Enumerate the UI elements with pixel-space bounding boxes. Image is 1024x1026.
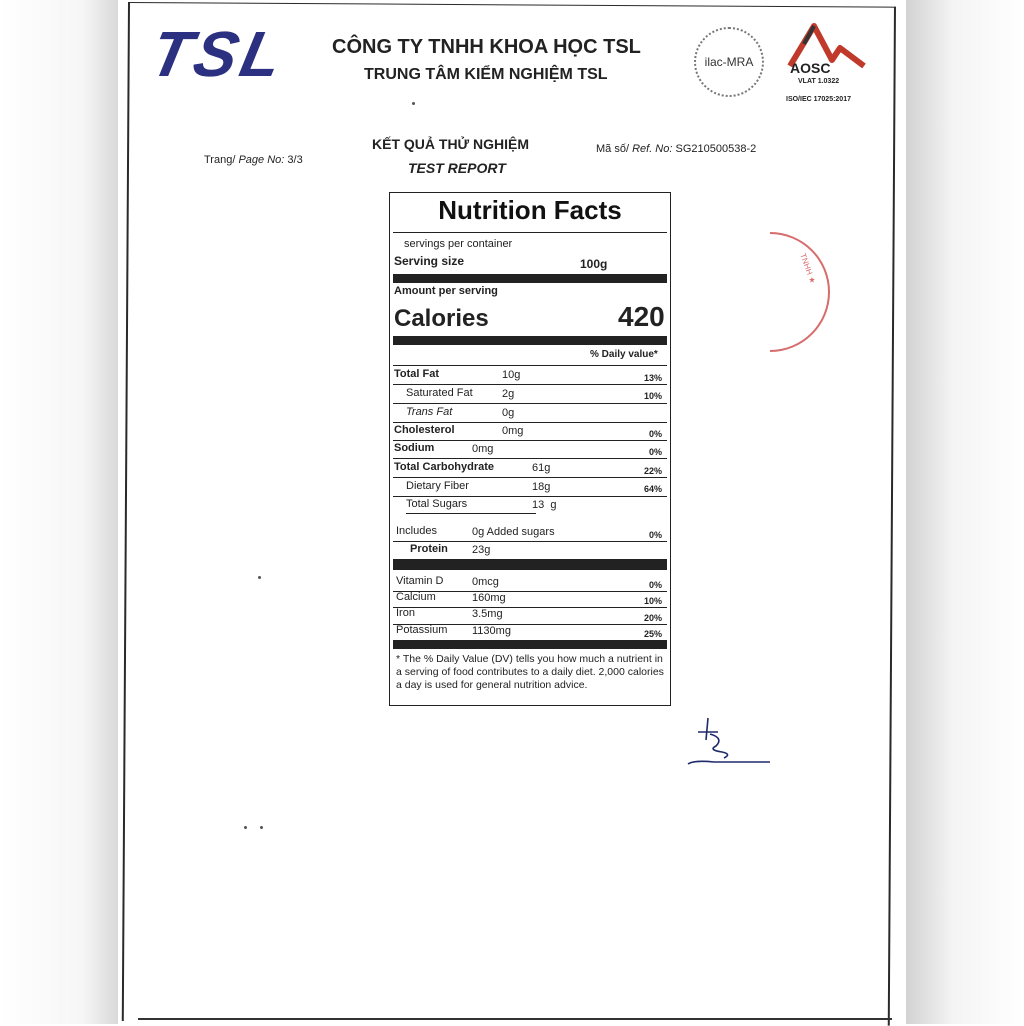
page-value: 3/3 [287, 154, 303, 166]
nutrient-name: Saturated Fat [406, 387, 473, 399]
rule [393, 607, 667, 608]
reference-number [596, 143, 756, 155]
nutrient-amount: 18g [532, 481, 551, 493]
nutrient-name: Dietary Fiber [406, 480, 469, 492]
nutrient-dv: 64% [643, 484, 662, 494]
vitamin-amount: 160mg [472, 592, 506, 604]
background-right [906, 0, 1024, 1024]
nutrient-amount: 0mg [502, 425, 524, 437]
rule [393, 477, 667, 478]
vitamin-amount: 0mcg [472, 576, 499, 588]
center-name: TRUNG TÂM KIỂM NGHIỆM TSL [364, 66, 608, 83]
nutrient-dv: 13% [643, 373, 662, 383]
ref-value: SG210500538-2 [675, 143, 757, 155]
vitamin-dv: 25% [643, 629, 662, 639]
nutrient-amount: 2g [502, 388, 515, 400]
page-number [204, 154, 303, 166]
vitamin-amount: 1130mg [472, 625, 511, 637]
rule [393, 403, 667, 404]
vitamin-dv: 10% [643, 596, 662, 606]
ref-label-en: Ref. No: [632, 143, 673, 155]
nutrient-dv: 0% [648, 447, 662, 457]
ref-label-vn: Mã số/ [596, 143, 630, 155]
page-label-en: Page No: [238, 154, 285, 166]
serving-size-value: 100g [580, 257, 608, 271]
nutrient-name: Total Carbohydrate [394, 461, 495, 473]
nutrient-amount: 0g [502, 407, 515, 419]
vitamin-name: Iron [396, 607, 415, 619]
aosc-vlat: VLAT 1.0322 [798, 78, 840, 85]
stamp-text: TNHH ★ [798, 252, 818, 285]
rule [393, 458, 667, 459]
nutrient-name: Total Sugars [406, 498, 468, 510]
daily-value-header: % Daily value* [590, 349, 658, 360]
tsl-logo: TSL [144, 18, 293, 90]
report-title-vn: KẾT QUẢ THỬ NGHIỆM [372, 136, 530, 152]
vitamin-name: Vitamin D [396, 575, 444, 587]
rule [393, 365, 667, 366]
aosc-label: AOSC [790, 60, 831, 76]
amount-per-serving: Amount per serving [394, 285, 498, 297]
rule-thick [393, 274, 667, 283]
nutrient-name: Trans Fat [406, 406, 453, 418]
vitamin-name: Calcium [396, 591, 436, 603]
nutrition-facts-label [389, 192, 671, 706]
nutrient-name: Total Fat [394, 368, 440, 380]
rule-thick [393, 640, 667, 649]
vitamin-dv: 20% [643, 613, 662, 623]
nutrient-name: Cholesterol [394, 424, 455, 436]
scan-speck [260, 826, 263, 829]
nutrition-facts-title: Nutrition Facts [438, 195, 622, 225]
rule [393, 440, 667, 441]
nutrient-dv: 10% [643, 391, 662, 401]
calories-label: Calories [394, 305, 489, 332]
ilac-mra-seal-icon [694, 27, 764, 97]
scan-speck [412, 102, 415, 105]
nutrient-amount: 0g Added sugars [472, 526, 555, 538]
rule-thick [393, 559, 667, 570]
nutrient-dv: 0% [648, 530, 662, 540]
nutrient-dv: 22% [643, 466, 662, 476]
vitamin-name: Potassium [396, 624, 448, 636]
rule [393, 422, 667, 423]
ilac-label: ilac-MRA [704, 55, 754, 69]
report-title-en: TEST REPORT [408, 160, 506, 176]
background-left [0, 0, 118, 1024]
nutrient-dv: 0% [648, 429, 662, 439]
vitamin-dv: 0% [648, 580, 662, 590]
signature-mark [684, 712, 774, 772]
rule-thick [393, 336, 667, 345]
serving-size-label: Serving size [394, 254, 465, 268]
nutrient-name: Sodium [394, 442, 435, 454]
page-label-vn: Trang/ [204, 154, 236, 166]
nutrient-amount: 61g [532, 462, 551, 474]
rule [393, 496, 667, 497]
calories-value: 420 [618, 301, 665, 332]
scan-speck [258, 576, 261, 579]
footnote: * The % Daily Value (DV) tells you how much a nutrient in a serving of food contributes to a daily diet. 2,000 calories a day is used for general nutrition advice. [396, 653, 664, 691]
scan-speck [244, 826, 247, 829]
vitamin-amount: 3.5mg [472, 608, 503, 620]
nutrient-name: Includes [396, 525, 437, 537]
rule [406, 513, 536, 514]
rule [393, 232, 667, 233]
company-name: CÔNG TY TNHH KHOA HỌC TSL [332, 36, 641, 58]
nutrient-amount: 23g [472, 544, 491, 556]
nutrient-amount: 13 g [532, 499, 557, 511]
rule [393, 384, 667, 385]
servings-per-container: servings per container [404, 238, 513, 250]
nutrient-amount: 0mg [472, 443, 494, 455]
sheet-bottom-edge [138, 1018, 892, 1020]
rule [393, 541, 667, 542]
nutrient-amount: 10g [502, 369, 521, 381]
nutrient-name: Protein [410, 543, 448, 555]
aosc-iso: ISO/IEC 17025:2017 [786, 96, 851, 103]
